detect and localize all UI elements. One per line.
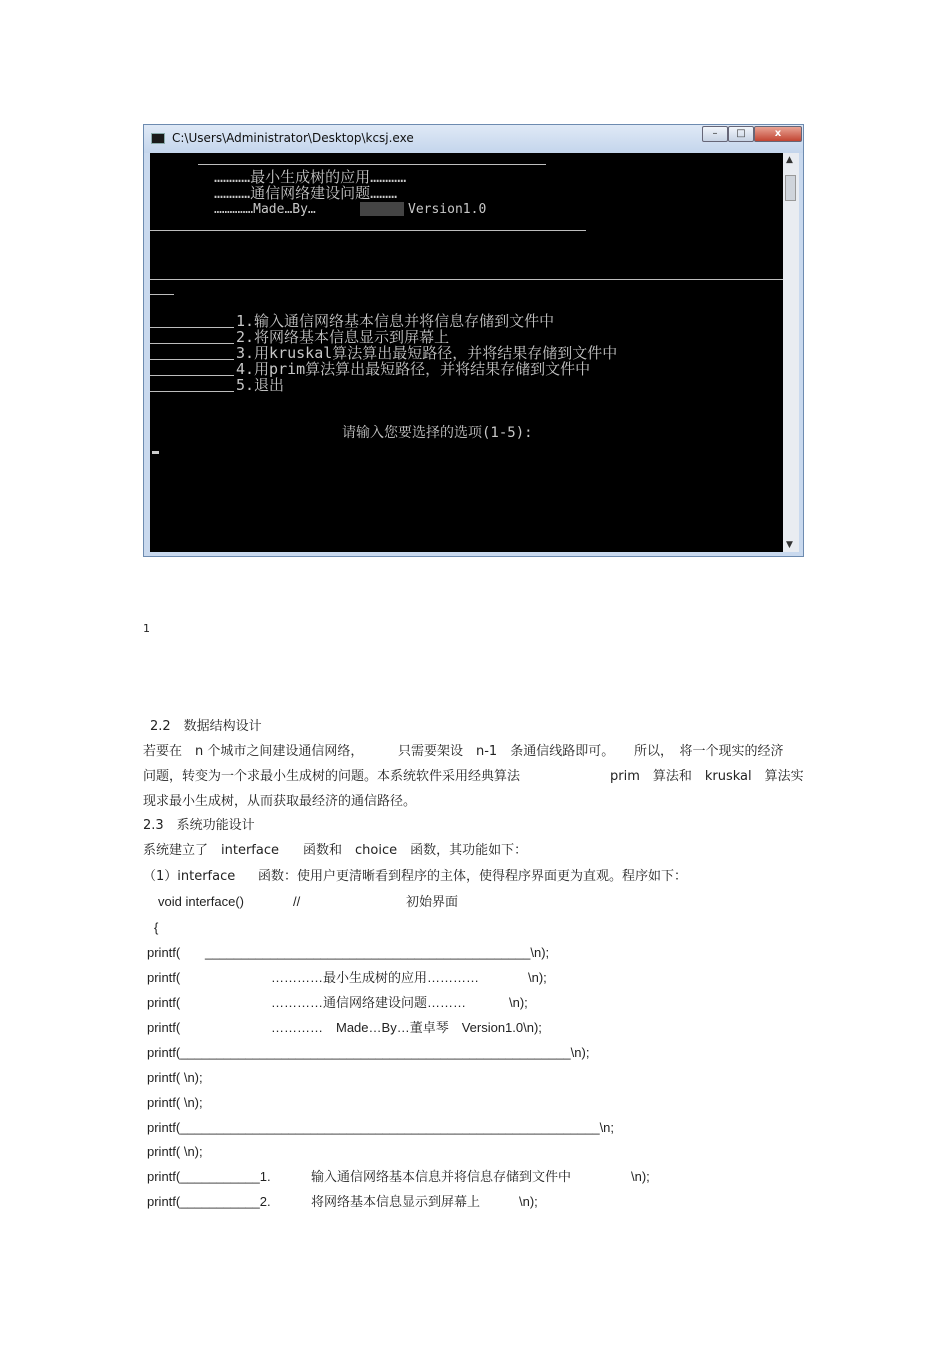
paragraph-text: 系统建立了 interface [143, 843, 279, 858]
console-header-3a: ……………Made…By… [214, 202, 316, 217]
code-line: \n); [509, 995, 528, 1010]
paragraph-text: 函数和 choice 函数，其功能如下： [303, 843, 528, 858]
code-line: { [154, 920, 159, 935]
code-line: printf( \n); [147, 1070, 203, 1085]
code-line: printf(______________________________________________________\n); [147, 1045, 590, 1060]
code-line: \n); [528, 970, 547, 985]
code-line: ………… Made…By…董卓琴 Version1.0\n); [271, 1020, 542, 1035]
code-line: printf( \n); [147, 1144, 203, 1159]
window-titlebar [144, 125, 803, 153]
menu-item-1: 1.输入通信网络基本信息并将信息存储到文件中 [236, 312, 555, 330]
code-line: printf( [147, 970, 181, 985]
menu-rule [150, 343, 234, 344]
code-line: 初始界面 [406, 894, 459, 909]
console-header-3b: Version1.0 [408, 202, 487, 217]
console-app-icon [151, 133, 165, 144]
code-line: printf(___________2. [147, 1194, 271, 1209]
paragraph-text: （1）interface [143, 869, 236, 884]
menu-item-4: 4.用prim算法算出最短路径，并将结果存储到文件中 [236, 360, 591, 378]
code-line: printf( \n); [147, 1095, 203, 1110]
paragraph-text: 问题，转变为一个求最小生成树的问题。本系统软件采用经典算法 [143, 769, 521, 784]
code-line: // [293, 894, 301, 909]
console-rule [150, 279, 783, 280]
close-button[interactable]: x [754, 126, 802, 142]
code-line: _____________________________________________\n); [205, 945, 550, 960]
console-rule [198, 164, 546, 165]
maximize-button[interactable]: □ [728, 126, 754, 142]
code-line: printf(__________________________________________________________\n; [147, 1120, 615, 1135]
redacted-name [360, 202, 404, 216]
console-prompt: 请输入您要选择的选项(1-5): [342, 425, 533, 441]
minimize-button[interactable]: – [702, 126, 728, 142]
code-line: printf( [147, 1020, 181, 1035]
window-title: C:\Users\Administrator\Desktop\kcsj.exe [172, 131, 414, 145]
section-2-2-heading: 2.2 数据结构设计 [150, 719, 262, 734]
console-rule [150, 294, 174, 295]
code-line: …………通信网络建设问题……… [271, 995, 467, 1010]
menu-rule [150, 327, 234, 328]
code-line: \n); [519, 1194, 538, 1209]
paragraph-text: 若要在 n 个城市之间建设通信网络， [143, 744, 364, 759]
code-line: …………最小生成树的应用………… [271, 970, 480, 985]
paragraph-text: 所以， 将一个现实的经济 [634, 744, 784, 759]
vertical-scrollbar[interactable] [783, 153, 799, 552]
code-line: 将网络基本信息显示到屏幕上 [311, 1194, 481, 1209]
menu-rule [150, 359, 234, 360]
menu-rule [150, 391, 234, 392]
paragraph-text: 现求最小生成树，从而获取最经济的通信路径。 [143, 794, 417, 809]
scroll-up-icon[interactable]: ▲ [786, 155, 793, 165]
scroll-down-icon[interactable]: ▼ [786, 540, 793, 550]
console-output [150, 153, 783, 552]
menu-rule [150, 375, 234, 376]
code-line: void interface() [158, 894, 244, 909]
menu-item-2: 2.将网络基本信息显示到屏幕上 [236, 328, 450, 346]
code-line: 输入通信网络基本信息并将信息存储到文件中 [311, 1169, 572, 1184]
paragraph-text: 函数：使用户更清晰看到程序的主体，使得程序界面更为直观。程序如下： [258, 869, 688, 884]
paragraph-text: 只需要架设 n-1 条通信线路即可。 [398, 744, 615, 759]
page-number: 1 [143, 622, 150, 635]
code-line: printf( [147, 995, 181, 1010]
console-header-1: …………最小生成树的应用………… [214, 168, 407, 186]
console-window [143, 124, 804, 557]
console-rule [150, 230, 586, 231]
console-cursor [152, 451, 159, 454]
menu-item-3: 3.用kruskal算法算出最短路径，并将结果存储到文件中 [236, 344, 618, 362]
menu-item-5: 5.退出 [236, 376, 285, 394]
code-line: printf( [147, 945, 181, 960]
scroll-thumb[interactable] [785, 175, 796, 201]
code-line: \n); [631, 1169, 650, 1184]
paragraph-text: prim 算法和 kruskal 算法实 [610, 769, 804, 784]
console-header-2: …………通信网络建设问题……… [214, 184, 398, 202]
section-2-3-heading: 2.3 系统功能设计 [143, 818, 255, 833]
code-line: printf(___________1. [147, 1169, 271, 1184]
